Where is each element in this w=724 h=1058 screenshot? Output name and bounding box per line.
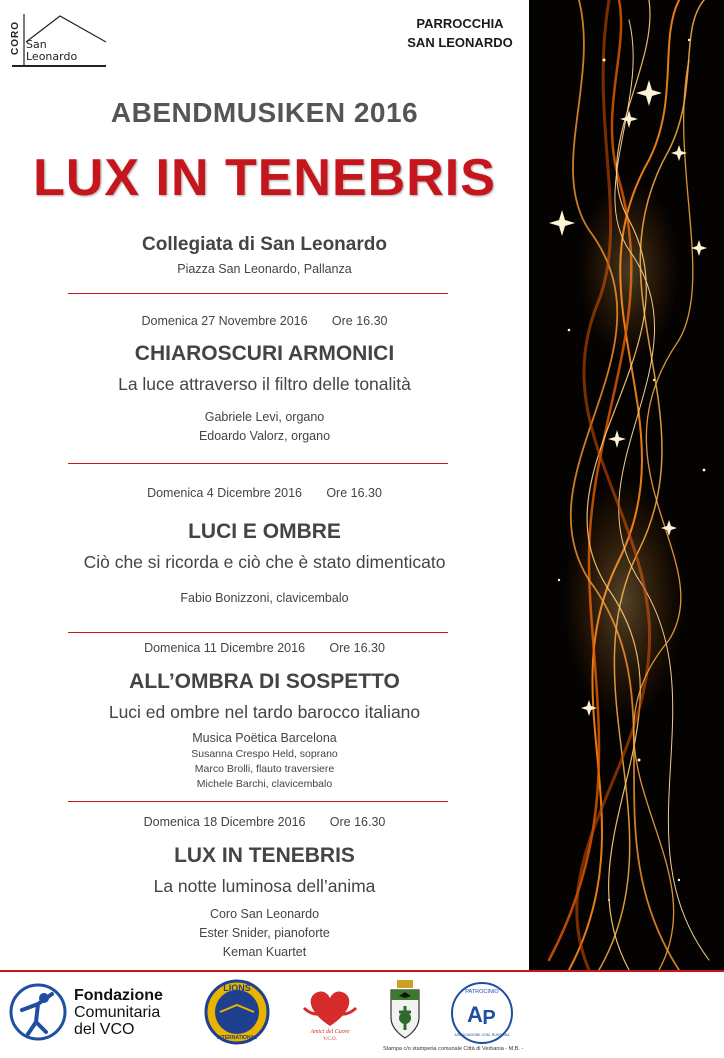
- divider: [68, 632, 448, 633]
- event-date-line: [0, 641, 529, 655]
- light-streaks-graphic: [529, 0, 724, 970]
- performer: Keman Kuartet: [222, 945, 307, 959]
- performer: Susanna Crespo Held, soprano: [191, 748, 338, 760]
- fondazione-line3: del VCO: [74, 1021, 135, 1038]
- fondazione-line1: Fondazione: [74, 987, 163, 1004]
- event-time: Ore 16.30: [326, 486, 382, 500]
- amici-label: Amici del Cuore: [310, 1029, 350, 1035]
- lions-emblem-icon: [204, 979, 270, 1045]
- divider: [68, 463, 448, 464]
- fondazione-line2: Comunitaria: [74, 1004, 161, 1021]
- event-time: Ore 16.30: [329, 641, 385, 655]
- coat-of-arms-icon: [385, 978, 425, 1042]
- event-performers: [0, 408, 529, 446]
- performer: Ester Snider, pianoforte: [199, 926, 330, 940]
- patrocinio-label: PATROCINIO: [465, 989, 499, 995]
- event-date: Domenica 27 Novembre 2016: [141, 314, 308, 328]
- event-title: CHIAROSCURI ARMONICI: [134, 342, 395, 365]
- event-ensemble: Musica Poëtica Barcelona: [192, 731, 337, 745]
- event-time: Ore 16.30: [329, 815, 386, 829]
- event-date-line: [0, 486, 529, 500]
- event-subtitle: La notte luminosa dell’anima: [153, 876, 376, 896]
- event-subtitle: Luci ed ombre nel tardo barocco italiano: [108, 702, 421, 722]
- event-title: LUX IN TENEBRIS: [174, 844, 355, 867]
- event-title: LUCI E OMBRE: [188, 520, 341, 543]
- lions-label: LIONS: [223, 983, 251, 993]
- svg-text:P: P: [482, 1007, 496, 1029]
- event-date-line: [0, 314, 529, 328]
- venue-name: Collegiata di San Leonardo: [142, 234, 387, 255]
- patrocinio-emblem-icon: [449, 980, 515, 1046]
- lions-logo: [204, 979, 270, 1045]
- divider: [68, 293, 448, 294]
- event-performers: [0, 905, 529, 962]
- performer: Fabio Bonizzoni, clavicembalo: [180, 591, 349, 605]
- fondazione-vco-logo: [8, 982, 68, 1042]
- logo-coro-text: CORO: [10, 21, 21, 55]
- verbania-coat-of-arms: [385, 978, 425, 1042]
- event-performers: [0, 747, 529, 792]
- logo-name-line2: Leonardo: [26, 50, 78, 63]
- svg-text:A: A: [467, 1002, 483, 1027]
- fondazione-text: [74, 987, 163, 1038]
- performer: Gabriele Levi, organo: [204, 410, 325, 424]
- lions-sub-label: INTERNATIONAL: [216, 1035, 258, 1041]
- divider: [68, 801, 448, 802]
- print-note: Stampa c/o stamperia comunale Città di Verbania - M.B. -: [383, 1046, 524, 1052]
- fondazione-emblem-icon: [8, 982, 68, 1042]
- main-title: LUX IN TENEBRIS: [33, 149, 496, 207]
- parish-name: [390, 14, 530, 52]
- event-subtitle: Ciò che si ricorda e ciò che è stato dimenticato: [83, 552, 446, 572]
- performer: Edoardo Valorz, organo: [198, 429, 331, 443]
- light-streaks-image: [529, 0, 724, 970]
- event-performers: [0, 589, 529, 608]
- patrocinio-logo: [449, 980, 515, 1046]
- event-date-line: [0, 815, 529, 829]
- event-title: ALL’OMBRA DI SOSPETTO: [129, 670, 400, 693]
- logo-name-line1: San: [26, 38, 47, 51]
- parish-line2: SAN LEONARDO: [407, 35, 513, 50]
- amici-del-cuore-logo: [298, 982, 362, 1044]
- patrocinio-sub-label: ASSOCIAZIONE COM. RUSSIANA: [454, 1033, 510, 1037]
- event-date: Domenica 18 Dicembre 2016: [143, 815, 306, 829]
- event-date: Domenica 4 Dicembre 2016: [147, 486, 303, 500]
- performer: Coro San Leonardo: [209, 907, 320, 921]
- amici-sub-label: V.C.O.: [323, 1037, 337, 1042]
- event-date: Domenica 11 Dicembre 2016: [144, 641, 306, 655]
- performer: Marco Brolli, flauto traversiere: [194, 763, 335, 775]
- performer: Michele Barchi, clavicembalo: [196, 778, 333, 790]
- series-title: ABENDMUSIKEN 2016: [110, 97, 419, 128]
- event-subtitle: La luce attraverso il filtro delle tonalità: [118, 374, 411, 394]
- footer-divider: [0, 970, 724, 972]
- venue-address: Piazza San Leonardo, Pallanza: [177, 262, 352, 276]
- event-time: Ore 16.30: [331, 314, 388, 328]
- heart-hands-icon: [298, 982, 362, 1044]
- parish-line1: PARROCCHIA: [416, 16, 504, 31]
- coro-san-leonardo-logo: [10, 12, 110, 68]
